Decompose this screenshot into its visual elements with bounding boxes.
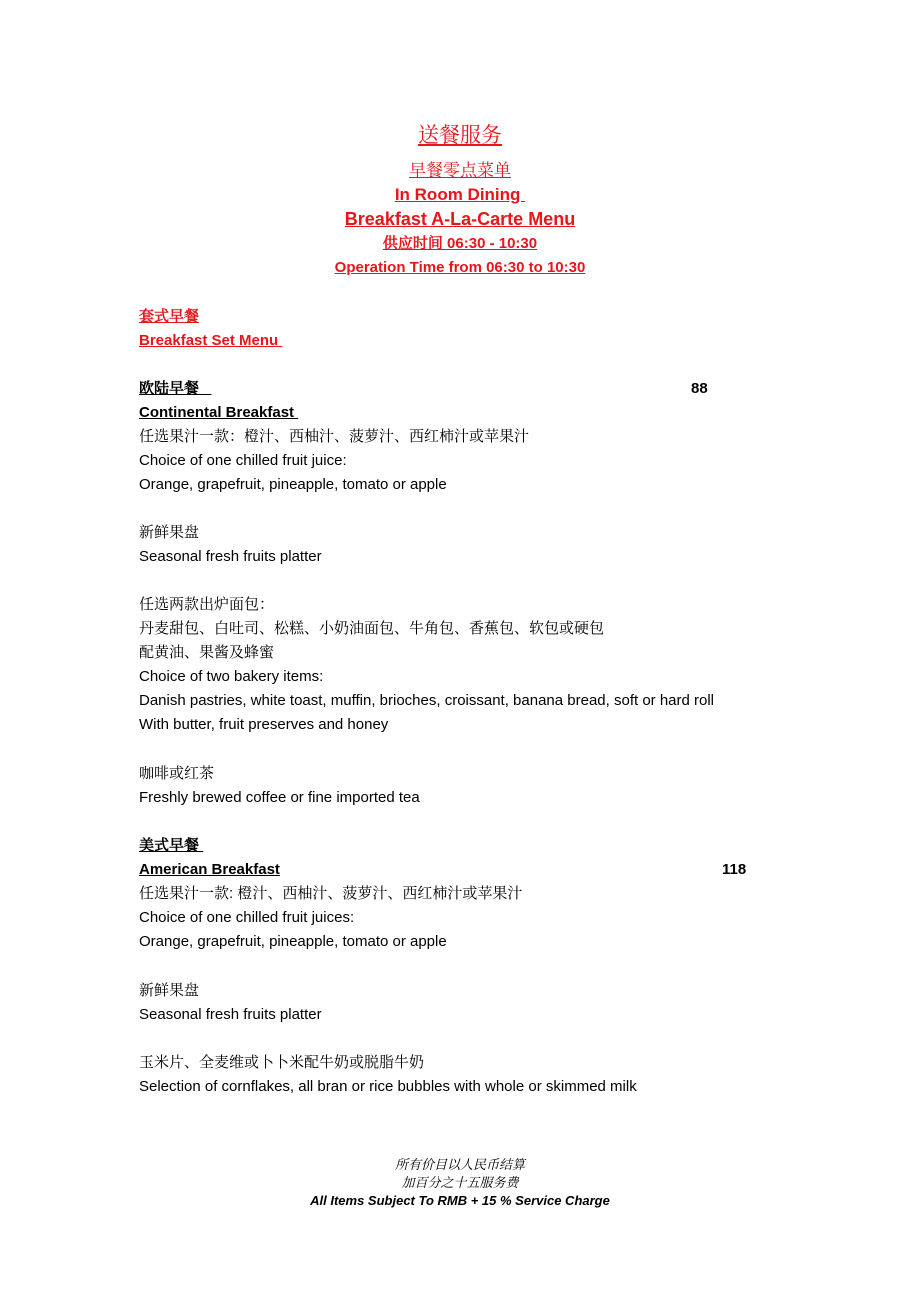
footer-service-en: All Items Subject To RMB + 15 % Service Charge — [310, 1193, 610, 1208]
footer-service-zh: 加百分之十五服务费 — [401, 1175, 519, 1190]
hours-en: Operation Time from 06:30 to 10:30 — [334, 259, 586, 276]
footer-currency-zh: 所有价目以人民币结算 — [394, 1157, 525, 1172]
subtitle-en-in-room-dining: In Room Dining — [394, 185, 526, 204]
continental-line: Orange, grapefruit, pineapple, tomato or apple — [139, 476, 447, 493]
section-title-en: Breakfast Set Menu — [139, 332, 283, 349]
continental-line: Danish pastries, white toast, muffin, brioches, croissant, banana bread, soft or hard roll — [139, 692, 715, 709]
american-line: 任选果汁一款: 橙汁、西柚汁、菠萝汁、西红柿汁或苹果汁 — [139, 885, 523, 902]
continental-name-zh: 欧陆早餐 — [139, 380, 212, 397]
continental-line: 任选两款出炉面包： — [139, 596, 275, 613]
american-line: 新鲜果盘 — [139, 982, 200, 999]
continental-line: 配黄油、果酱及蜂蜜 — [139, 644, 275, 661]
continental-name-en: Continental Breakfast — [139, 404, 299, 421]
american-line: 玉米片、全麦维或卜卜米配牛奶或脱脂牛奶 — [139, 1054, 425, 1071]
hours-zh: 供应时间 06:30 - 10:30 — [382, 235, 538, 252]
continental-line: 咖啡或红茶 — [139, 765, 215, 782]
continental-line: Choice of one chilled fruit juice: — [139, 452, 347, 469]
continental-line: With butter, fruit preserves and honey — [139, 716, 389, 733]
continental-line: 任选果汁一款：橙汁、西柚汁、菠萝汁、西红柿汁或苹果汁 — [139, 428, 530, 445]
page-title: 送餐服务 — [418, 124, 502, 147]
continental-line: 新鲜果盘 — [139, 524, 200, 541]
section-title-zh: 套式早餐 — [139, 308, 200, 325]
continental-line: 丹麦甜包、白吐司、松糕、小奶油面包、牛角包、香蕉包、软包或硬包 — [139, 620, 605, 637]
continental-line: Freshly brewed coffee or fine imported tea — [139, 789, 420, 806]
continental-line: Choice of two bakery items: — [139, 668, 324, 685]
american-line: Choice of one chilled fruit juices: — [139, 909, 355, 926]
continental-line: Seasonal fresh fruits platter — [139, 548, 322, 565]
continental-price: 88 — [691, 380, 708, 397]
subtitle-en-breakfast-menu: Breakfast A-La-Carte Menu — [344, 209, 576, 229]
american-name-en: American Breakfast — [139, 861, 280, 878]
american-line: Selection of cornflakes, all bran or rice bubbles with whole or skimmed milk — [139, 1078, 637, 1095]
subtitle-zh: 早餐零点菜单 — [409, 161, 511, 180]
american-line: Seasonal fresh fruits platter — [139, 1006, 322, 1023]
american-line: Orange, grapefruit, pineapple, tomato or apple — [139, 933, 447, 950]
american-name-zh: 美式早餐 — [139, 837, 204, 854]
american-price: 118 — [722, 861, 747, 878]
